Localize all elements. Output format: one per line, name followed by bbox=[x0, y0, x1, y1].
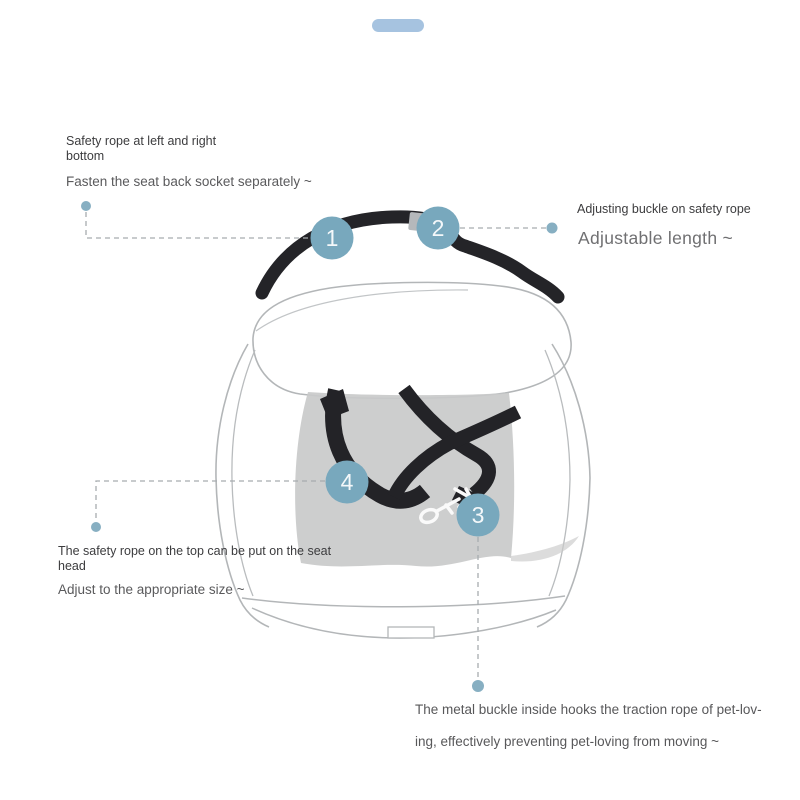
marker-3-number: 3 bbox=[471, 502, 485, 528]
leader-dot-3 bbox=[472, 680, 484, 692]
callout-4-line-2: head bbox=[58, 558, 86, 573]
marker-4 bbox=[326, 461, 369, 504]
marker-2-number: 2 bbox=[431, 215, 445, 241]
marker-2 bbox=[417, 207, 460, 250]
callout-3-text bbox=[415, 694, 762, 758]
callout-1-subtext: Fasten the seat back socket separately ~ bbox=[66, 174, 312, 189]
seat-front-edge-outline bbox=[242, 596, 565, 607]
callout-4-text bbox=[58, 544, 331, 573]
callout-1-line-1: Safety rope at left and right bbox=[66, 134, 217, 148]
leader-dot-4 bbox=[91, 522, 101, 532]
callout-3-line-1: The metal buckle inside hooks the traction rope of pet-lov- bbox=[415, 702, 762, 717]
leader-dot-2 bbox=[547, 223, 558, 234]
right-armrest-inner-outline bbox=[545, 350, 570, 596]
marker-1 bbox=[311, 217, 354, 260]
back-panel-shadow-wedge bbox=[511, 536, 579, 562]
callout-2-subtext: Adjustable length ~ bbox=[578, 228, 734, 248]
callout-4-line-1: The safety rope on the top can be put on the seat bbox=[58, 544, 332, 558]
marker-3 bbox=[457, 494, 500, 537]
callout-4-subtext: Adjust to the appropriate size ~ bbox=[58, 582, 245, 597]
callout-2-text: Adjusting buckle on safety rope bbox=[577, 202, 751, 216]
callout-3-line-2: ing, effectively preventing pet-loving from moving ~ bbox=[415, 734, 720, 749]
seat-bottom-tab bbox=[388, 627, 434, 638]
top-decoration-pill bbox=[372, 19, 424, 32]
marker-1-number: 1 bbox=[325, 225, 339, 251]
callout-1-text bbox=[66, 134, 216, 163]
marker-4-number: 4 bbox=[340, 469, 354, 495]
right-armrest-outer-outline bbox=[537, 344, 590, 627]
leader-dot-1 bbox=[81, 201, 91, 211]
leader-line-1 bbox=[86, 212, 310, 238]
callout-1-line-2: bottom bbox=[66, 148, 105, 163]
leader-line-4 bbox=[96, 481, 325, 521]
headrest-pillow-outline bbox=[253, 282, 571, 398]
